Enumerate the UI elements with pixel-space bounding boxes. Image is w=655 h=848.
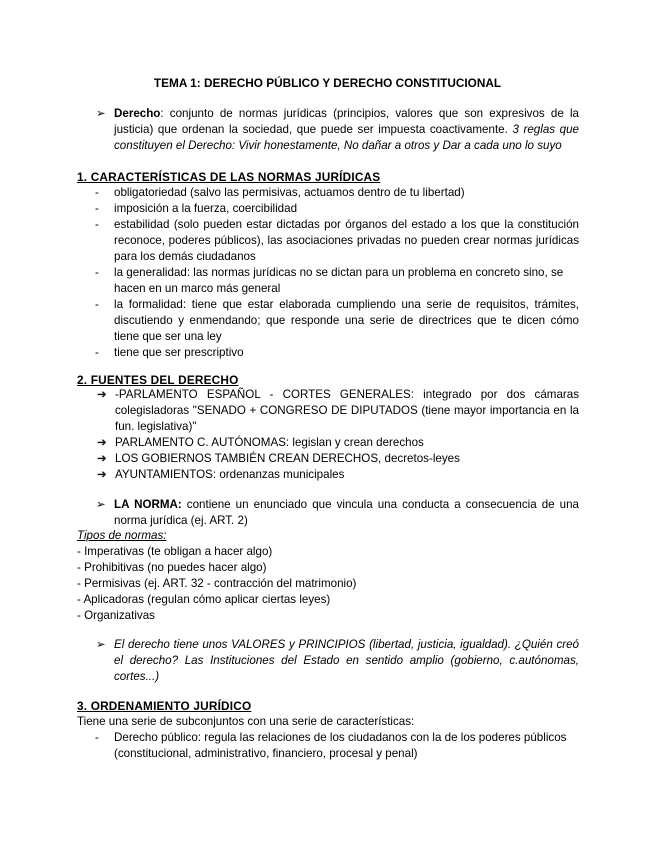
norma-text: contiene un enunciado que vincula una conducta a consecuencia de una norma jurídica (ej. ART. 2): [114, 498, 579, 527]
list-item: - Imperativas (te obligan a hacer algo): [77, 545, 273, 558]
list-item: - estabilidad (solo pueden estar dictadas por órganos del estado a los que la constitución reconoce, poderes públicos), las asociaciones privadas no pueden crear normas jurídicas para los demás ciudadanos: [95, 218, 579, 263]
arrowhead-bullet-icon: ➢: [96, 638, 106, 651]
list-item: - la formalidad: tiene que estar elaborada cumpliendo una serie de requisitos, trámites, discutiendo y enmendando; que responde una serie de directrices que te dicen cómo tiene que ser una ley: [95, 298, 579, 343]
intro-italic-rules: 3 reglas que constituyen el Derecho: Vivir honestamente, No dañar a otros y Dar a cada uno lo suyo: [114, 123, 579, 152]
list-item: - Derecho público: regula las relaciones de los ciudadanos con la de los poderes públicos (constitucional, administrativo, financiero, procesal y penal): [95, 731, 567, 760]
section3-list: [95, 730, 579, 762]
arrowhead-bullet-icon: ➢: [96, 107, 106, 120]
intro-term: Derecho: [114, 107, 161, 120]
list-item: - Prohibitivas (no puedes hacer algo): [77, 561, 267, 574]
list-item: ➔ -PARLAMENTO ESPAÑOL - CORTES GENERALES: integrado por dos cámaras colegisladoras "SENADO + CONGRESO DE DIPUTADOS (tiene mayor importancia en la fun. legislativa)": [97, 388, 579, 433]
arrow-right-icon: ➔: [97, 388, 107, 401]
list-item: - la generalidad: las normas jurídicas no se dictan para un problema en concreto sino, se hacen en un marco más general: [95, 266, 564, 295]
section1-list: [95, 185, 579, 361]
norma-term: LA NORMA:: [114, 498, 182, 511]
section2-heading: 2. FUENTES DEL DERECHO: [77, 373, 239, 387]
section1-heading: 1. CARACTERÍSTICAS DE LAS NORMAS JURÍDICAS: [77, 170, 381, 184]
values-text: El derecho tiene unos VALORES y PRINCIPIOS (libertad, justicia, igualdad). ¿Quién creó el derecho? Las Instituciones del Estado en sentido amplio (gobierno, c.autónomas, cortes...): [114, 638, 579, 683]
sources-list: [97, 387, 579, 483]
list-item: - imposición a la fuerza, coercibilidad: [95, 202, 298, 215]
section3-heading: 3. ORDENAMIENTO JURÍDICO: [77, 699, 252, 713]
document-title: TEMA 1: DERECHO PÚBLICO Y DERECHO CONSTITUCIONAL: [153, 76, 502, 90]
list-item: - Permisivas (ej. ART. 32 - contracción del matrimonio): [77, 577, 357, 590]
section3-intro: Tiene una serie de subconjuntos con una serie de características:: [77, 715, 415, 728]
arrow-right-icon: ➔: [97, 452, 107, 465]
list-item: - Aplicadoras (regulan cómo aplicar ciertas leyes): [77, 593, 331, 606]
list-item: ➔ LOS GOBIERNOS TAMBIÉN CREAN DERECHOS, decretos-leyes: [97, 452, 460, 465]
norma-paragraph: [96, 497, 579, 529]
list-item: ➔ AYUNTAMIENTOS: ordenanzas municipales: [97, 468, 345, 481]
norm-types: [77, 528, 579, 624]
list-item: - tiene que ser prescriptivo: [95, 346, 244, 359]
arrowhead-bullet-icon: ➢: [96, 498, 106, 511]
intro-paragraph: [96, 106, 579, 154]
arrow-right-icon: ➔: [97, 436, 107, 449]
values-paragraph: [96, 637, 579, 685]
list-item: ➔ PARLAMENTO C. AUTÓNOMAS: legislan y crean derechos: [97, 436, 424, 449]
list-item: - obligatoriedad (salvo las permisivas, actuamos dentro de tu libertad): [95, 186, 465, 199]
intro-text: : conjunto de normas jurídicas (principios, valores que son expresivos de la justicia) que ordenan la sociedad, que puede ser impuesta coactivamente.: [114, 107, 579, 136]
norm-types-label: Tipos de normas:: [77, 529, 167, 542]
arrow-right-icon: ➔: [97, 468, 107, 481]
list-item: - Organizativas: [77, 609, 155, 622]
